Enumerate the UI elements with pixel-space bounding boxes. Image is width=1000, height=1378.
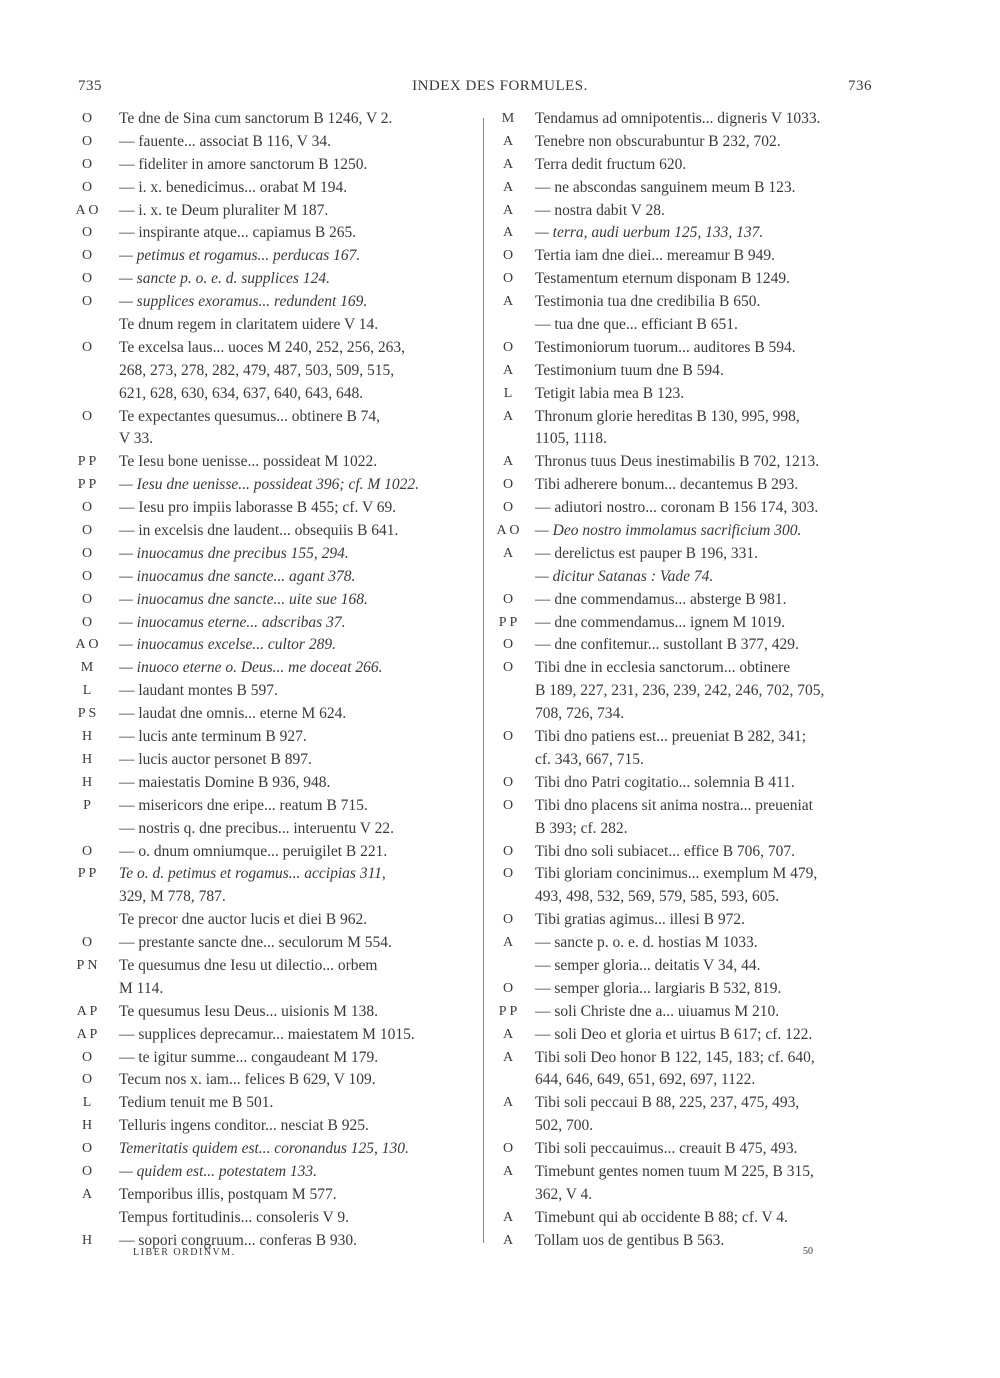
index-entry <box>72 314 477 337</box>
index-entry <box>495 1001 880 1024</box>
index-entry <box>72 955 477 978</box>
index-entry <box>495 131 880 154</box>
formula-incipit: — inuocamus excelse... cultor 289. <box>119 636 336 654</box>
index-entry <box>72 406 477 429</box>
formula-type-marker: O <box>502 660 514 676</box>
formula-type-marker: O <box>81 1049 93 1065</box>
formula-type-marker: A <box>502 362 514 378</box>
formula-type-marker: A O <box>75 202 99 218</box>
index-entry <box>72 886 477 909</box>
formula-type-marker: O <box>502 729 514 745</box>
index-entry <box>495 222 880 245</box>
formula-incipit: — maiestatis Domine B 936, 948. <box>119 773 331 791</box>
index-entry <box>72 749 477 772</box>
formula-incipit: — semper gloria... deitatis V 34, 44. <box>535 956 761 974</box>
index-entry <box>72 1047 477 1070</box>
formula-type-marker: A P <box>76 1026 98 1042</box>
index-entry <box>72 474 477 497</box>
formula-type-marker: O <box>81 294 93 310</box>
formula-incipit: Te Iesu bone uenisse... possideat M 1022. <box>119 453 378 471</box>
formula-incipit: — supplices exoramus... redundent 169. <box>119 293 368 311</box>
index-entry <box>495 451 880 474</box>
formula-type-marker: A <box>502 294 514 310</box>
index-entry <box>72 131 477 154</box>
formula-type-marker: O <box>81 225 93 241</box>
formula-type-marker: A <box>502 179 514 195</box>
index-entry <box>72 589 477 612</box>
formula-incipit: — inuocamus dne precibus 155, 294. <box>119 544 349 562</box>
formula-type-marker: O <box>81 935 93 951</box>
index-entry <box>495 589 880 612</box>
formula-type-marker: O <box>502 339 514 355</box>
formula-type-marker: O <box>81 133 93 149</box>
formula-incipit: Tedium tenuit me B 501. <box>119 1094 274 1112</box>
index-entry <box>72 291 477 314</box>
index-entry <box>72 1207 477 1230</box>
formula-incipit: Tibi dno Patri cogitatio... solemnia B 411. <box>535 773 795 791</box>
formula-incipit: — tua dne que... efficiant B 651. <box>535 316 738 334</box>
formula-type-marker: A <box>502 454 514 470</box>
formula-incipit: 502, 700. <box>535 1117 594 1135</box>
formula-incipit: Te quesumus dne Iesu ut dilectio... orbem <box>119 956 378 974</box>
index-entry <box>72 200 477 223</box>
formula-incipit: — i. x. benedicimus... orabat M 194. <box>119 178 348 196</box>
formula-incipit: Tibi gloriam concinimus... exemplum M 479, <box>535 865 818 883</box>
formula-incipit: Te dnum regem in claritatem uidere V 14. <box>119 316 379 334</box>
formula-incipit: Tetigit labia mea B 123. <box>535 384 685 402</box>
formula-type-marker: O <box>502 1141 514 1157</box>
index-entry <box>495 543 880 566</box>
index-entry <box>495 795 880 818</box>
formula-incipit: — quidem est... potestatem 133. <box>119 1162 318 1180</box>
index-entry <box>495 818 880 841</box>
formula-incipit: — soli Christe dne a... uiuamus M 210. <box>535 1002 780 1020</box>
formula-type-marker: O <box>502 248 514 264</box>
index-entry <box>495 1047 880 1070</box>
formula-type-marker: O <box>81 408 93 424</box>
index-entry <box>495 337 880 360</box>
formula-type-marker: O <box>81 339 93 355</box>
formula-incipit: Thronus tuus Deus inestimabilis B 702, 1213. <box>535 453 820 471</box>
formula-incipit: — adiutori nostro... coronam B 156 174, 303. <box>535 499 819 517</box>
index-entry <box>495 108 880 131</box>
formula-incipit: — inuocamus dne sancte... uite sue 168. <box>119 590 368 608</box>
index-entry <box>72 818 477 841</box>
formula-type-marker: O <box>81 500 93 516</box>
formula-type-marker: A <box>502 1049 514 1065</box>
index-entry <box>495 1115 880 1138</box>
formula-incipit: — in excelsis dne laudent... obsequiis B 641. <box>119 522 399 540</box>
index-entry <box>72 1184 477 1207</box>
formula-incipit: — soli Deo et gloria et uirtus B 617; cf. 122. <box>535 1025 813 1043</box>
formula-type-marker: A <box>502 1232 514 1248</box>
index-entry <box>495 726 880 749</box>
formula-type-marker: O <box>502 591 514 607</box>
formula-type-marker: A <box>502 225 514 241</box>
formula-incipit: Tibi dno patiens est... preueniat B 282, 341; <box>535 728 807 746</box>
formula-type-marker: L <box>82 683 92 699</box>
formula-type-marker: A <box>502 545 514 561</box>
formula-incipit: Tibi dne in ecclesia sanctorum... obtinere <box>535 659 791 677</box>
index-entry <box>72 428 477 451</box>
formula-type-marker: O <box>81 111 93 126</box>
index-entry <box>495 1069 880 1092</box>
formula-type-marker: O <box>81 248 93 264</box>
formula-incipit: — dne commendamus... absterge B 981. <box>535 590 787 608</box>
index-entry <box>72 1161 477 1184</box>
column-divider <box>483 118 484 1243</box>
index-entry <box>72 909 477 932</box>
formula-type-marker: O <box>81 1163 93 1179</box>
index-entry <box>72 634 477 657</box>
index-entry <box>72 657 477 680</box>
running-title: INDEX DES FORMULES. <box>412 78 588 94</box>
formula-incipit: Temeritatis quidem est... coronandus 125, 130. <box>119 1140 409 1158</box>
formula-incipit: — fideliter in amore sanctorum B 1250. <box>119 155 368 173</box>
index-entry <box>495 520 880 543</box>
formula-incipit: Te precor dne auctor lucis et diei B 962. <box>119 911 368 929</box>
index-entry <box>72 726 477 749</box>
formula-type-marker: O <box>81 545 93 561</box>
formula-incipit: — lucis auctor personet B 897. <box>119 750 312 768</box>
formula-type-marker: L <box>503 385 513 401</box>
index-entry <box>495 1092 880 1115</box>
index-entry <box>495 612 880 635</box>
index-entry <box>495 566 880 589</box>
index-entry <box>495 1207 880 1230</box>
formula-type-marker: P N <box>76 957 98 973</box>
right-page-number: 736 <box>848 78 872 94</box>
index-entry <box>495 1184 880 1207</box>
formula-type-marker: L <box>82 1095 92 1111</box>
formula-incipit: — inuocamus eterne... adscribas 37. <box>119 613 346 631</box>
formula-incipit: Tollam uos de gentibus B 563. <box>535 1231 725 1249</box>
formula-incipit: — te igitur summe... congaudeant M 179. <box>119 1048 379 1066</box>
formula-type-marker: O <box>81 271 93 287</box>
formula-type-marker: A <box>502 408 514 424</box>
formula-type-marker: O <box>502 980 514 996</box>
index-entry <box>495 841 880 864</box>
formula-incipit: Tenebre non obscurabuntur B 232, 702. <box>535 132 781 150</box>
index-entry <box>495 291 880 314</box>
formula-incipit: Timebunt gentes nomen tuum M 225, B 315, <box>535 1162 814 1180</box>
index-entry <box>72 337 477 360</box>
index-entry <box>495 1230 880 1253</box>
index-entry <box>72 451 477 474</box>
formula-incipit: 493, 498, 532, 569, 579, 585, 593, 605. <box>535 888 780 906</box>
index-entry <box>495 154 880 177</box>
formula-incipit: — i. x. te Deum pluraliter M 187. <box>119 201 329 219</box>
formula-incipit: Te o. d. petimus et rogamus... accipias 311, <box>119 865 386 883</box>
index-entry <box>72 772 477 795</box>
index-entry <box>72 1001 477 1024</box>
index-entry <box>495 634 880 657</box>
formula-type-marker: P S <box>77 706 97 722</box>
formula-incipit: B 393; cf. 282. <box>535 819 628 837</box>
index-entry <box>495 406 880 429</box>
formula-incipit: Telluris ingens conditor... nesciat B 925. <box>119 1117 369 1135</box>
index-entry <box>495 1138 880 1161</box>
index-entry <box>72 177 477 200</box>
formula-incipit: — misericors dne eripe... reatum B 715. <box>119 796 368 814</box>
formula-type-marker: A O <box>496 523 520 539</box>
index-entry <box>495 314 880 337</box>
formula-incipit: — petimus et rogamus... perducas 167. <box>119 247 361 265</box>
formula-type-marker: O <box>81 523 93 539</box>
formula-type-marker: P P <box>77 454 97 470</box>
formula-type-marker: P P <box>498 1003 518 1019</box>
index-entry <box>72 1138 477 1161</box>
formula-type-marker: H <box>81 751 93 767</box>
formula-incipit: Testimoniorum tuorum... auditores B 594. <box>535 338 796 356</box>
formula-incipit: Tibi gratias agimus... illesi B 972. <box>535 911 745 929</box>
formula-incipit: Tibi dno placens sit anima nostra... preueniat <box>535 796 813 814</box>
index-entry <box>495 200 880 223</box>
formula-type-marker: A <box>502 156 514 172</box>
formula-incipit: — o. dnum omniumque... peruigilet B 221. <box>119 842 388 860</box>
index-entry <box>495 886 880 909</box>
formula-incipit: Te quesumus Iesu Deus... uisionis M 138. <box>119 1002 378 1020</box>
index-entry <box>72 863 477 886</box>
formula-incipit: — sancte p. o. e. d. supplices 124. <box>119 270 330 288</box>
formula-incipit: — nostris q. dne precibus... interuentu V 22. <box>119 819 394 837</box>
formula-incipit: — dicitur Satanas : Vade 74. <box>535 567 714 585</box>
index-entry <box>72 680 477 703</box>
formula-incipit: Tibi soli peccauimus... creauit B 475, 493. <box>535 1140 798 1158</box>
formula-incipit: — Iesu pro impiis laborasse B 455; cf. V 69. <box>119 499 397 517</box>
formula-incipit: 708, 726, 734. <box>535 705 625 723</box>
formula-incipit: — terra, audi uerbum 125, 133, 137. <box>535 224 764 242</box>
formula-incipit: — dne commendamus... ignem M 1019. <box>535 613 786 631</box>
index-entry <box>72 268 477 291</box>
formula-type-marker: P P <box>77 477 97 493</box>
index-entry <box>495 1024 880 1047</box>
formula-type-marker: H <box>81 774 93 790</box>
formula-type-marker: P P <box>77 866 97 882</box>
formula-type-marker: A <box>502 133 514 149</box>
index-entry <box>72 841 477 864</box>
formula-incipit: Terra dedit fructum 620. <box>535 155 687 173</box>
index-entry <box>495 932 880 955</box>
formula-type-marker: P <box>83 797 91 813</box>
index-entry <box>72 245 477 268</box>
index-entry <box>72 543 477 566</box>
index-entry <box>72 383 477 406</box>
index-entry <box>495 749 880 772</box>
index-entry <box>495 428 880 451</box>
index-entry <box>495 383 880 406</box>
formula-type-marker: H <box>81 729 93 745</box>
formula-incipit: cf. 343, 667, 715. <box>535 750 644 768</box>
formula-incipit: Testimonium tuum dne B 594. <box>535 361 724 379</box>
formula-type-marker: O <box>502 637 514 653</box>
formula-type-marker: A <box>502 1095 514 1111</box>
index-entry <box>72 566 477 589</box>
index-entry <box>72 360 477 383</box>
formula-incipit: — ne abscondas sanguinem meum B 123. <box>535 178 796 196</box>
index-entry <box>72 1024 477 1047</box>
formula-incipit: Te excelsa laus... uoces M 240, 252, 256, 263, <box>119 338 406 356</box>
index-entry <box>72 222 477 245</box>
formula-incipit: Thronum glorie hereditas B 130, 995, 998, <box>535 407 800 425</box>
index-entry <box>495 680 880 703</box>
formula-type-marker: A <box>502 202 514 218</box>
formula-incipit: — inuoco eterne o. Deus... me doceat 266. <box>119 659 383 677</box>
formula-type-marker: O <box>502 774 514 790</box>
formula-incipit: 268, 273, 278, 282, 479, 487, 503, 509, 515, <box>119 361 395 379</box>
formula-incipit: Tibi dno soli subiacet... effice B 706, 707. <box>535 842 796 860</box>
formula-type-marker: O <box>502 477 514 493</box>
formula-incipit: Tecum nos x. iam... felices B 629, V 109. <box>119 1071 376 1089</box>
formula-incipit: 621, 628, 630, 634, 637, 640, 643, 648. <box>119 384 364 402</box>
index-entry <box>495 863 880 886</box>
formula-incipit: — prestante sancte dne... seculorum M 554. <box>119 934 392 952</box>
formula-incipit: — inuocamus dne sancte... agant 378. <box>119 567 356 585</box>
index-entry <box>72 154 477 177</box>
signature-number: 50 <box>803 1246 813 1257</box>
index-entry <box>495 909 880 932</box>
formula-type-marker: A <box>502 935 514 951</box>
index-entry <box>72 520 477 543</box>
index-entry <box>495 1161 880 1184</box>
index-entry <box>495 177 880 200</box>
index-entry <box>72 1092 477 1115</box>
index-entry <box>495 657 880 680</box>
formula-incipit: 362, V 4. <box>535 1185 593 1203</box>
formula-type-marker: O <box>81 843 93 859</box>
index-entry <box>72 612 477 635</box>
formula-type-marker: O <box>502 866 514 882</box>
formula-incipit: — semper gloria... largiaris B 532, 819. <box>535 979 782 997</box>
formula-type-marker: O <box>81 1072 93 1088</box>
index-entry <box>495 360 880 383</box>
formula-incipit: 329, M 778, 787. <box>119 888 226 906</box>
formula-type-marker: A <box>502 1209 514 1225</box>
index-entry <box>72 1069 477 1092</box>
printer-signature: LIBER ORDINVM. <box>133 1247 236 1258</box>
formula-incipit: — laudant montes B 597. <box>119 682 278 700</box>
index-entry <box>495 268 880 291</box>
formula-type-marker: O <box>502 271 514 287</box>
index-entry <box>495 245 880 268</box>
index-entry <box>495 955 880 978</box>
formula-type-marker: M <box>80 660 94 676</box>
formula-incipit: 644, 646, 649, 651, 692, 697, 1122. <box>535 1071 756 1089</box>
index-entry <box>495 978 880 1001</box>
formula-incipit: Tendamus ad omnipotentis... digneris V 1033. <box>535 110 821 127</box>
formula-incipit: M 114. <box>119 979 164 997</box>
formula-incipit: B 189, 227, 231, 236, 239, 242, 246, 702, 705, <box>535 682 825 700</box>
formula-incipit: Timebunt qui ab occidente B 88; cf. V 4. <box>535 1208 788 1226</box>
index-entry <box>72 795 477 818</box>
formula-type-marker: O <box>502 797 514 813</box>
formula-type-marker: A P <box>76 1003 98 1019</box>
formula-incipit: — Deo nostro immolamus sacrificium 300. <box>535 522 802 540</box>
formula-incipit: Temporibus illis, postquam M 577. <box>119 1185 337 1203</box>
index-entry <box>495 703 880 726</box>
formula-incipit: — sopori congruum... conferas B 930. <box>119 1231 358 1249</box>
left-index-column <box>72 108 477 1253</box>
index-entry <box>72 932 477 955</box>
index-entry <box>495 772 880 795</box>
formula-incipit: — nostra dabit V 28. <box>535 201 665 219</box>
formula-incipit: — dne confitemur... sustollant B 377, 429. <box>535 636 799 654</box>
index-entry <box>72 978 477 1001</box>
formula-incipit: — lucis ante terminum B 927. <box>119 728 307 746</box>
formula-incipit: — fauente... associat B 116, V 34. <box>119 132 331 150</box>
formula-incipit: Tertia iam dne diei... mereamur B 949. <box>535 247 775 265</box>
index-entry <box>495 497 880 520</box>
formula-incipit: — Iesu dne uenisse... possideat 396; cf. M 1022. <box>119 476 420 494</box>
formula-incipit: — derelictus est pauper B 196, 331. <box>535 544 758 562</box>
formula-type-marker: A <box>81 1186 93 1202</box>
formula-type-marker: A O <box>75 637 99 653</box>
index-entry <box>72 497 477 520</box>
left-page-number: 735 <box>78 78 102 94</box>
formula-incipit: — sancte p. o. e. d. hostias M 1033. <box>535 934 758 952</box>
formula-incipit: Testimonia tua dne credibilia B 650. <box>535 293 761 311</box>
formula-type-marker: A <box>502 1026 514 1042</box>
formula-type-marker: H <box>81 1232 93 1248</box>
formula-incipit: — supplices deprecamur... maiestatem M 1015. <box>119 1025 415 1043</box>
formula-type-marker: O <box>81 568 93 584</box>
formula-type-marker: O <box>81 614 93 630</box>
formula-incipit: Testamentum eternum disponam B 1249. <box>535 270 791 288</box>
right-index-column <box>495 108 880 1253</box>
formula-type-marker: O <box>502 912 514 928</box>
formula-type-marker: A <box>502 1163 514 1179</box>
formula-incipit: Tibi soli Deo honor B 122, 145, 183; cf. 640, <box>535 1048 815 1066</box>
formula-type-marker: H <box>81 1118 93 1134</box>
formula-type-marker: O <box>502 843 514 859</box>
index-entry <box>72 703 477 726</box>
formula-incipit: 1105, 1118. <box>535 430 607 448</box>
formula-type-marker: P P <box>498 614 518 630</box>
formula-incipit: V 33. <box>119 430 154 448</box>
formula-type-marker: O <box>81 179 93 195</box>
formula-incipit: Tibi adherere bonum... decantemus B 293. <box>535 476 799 494</box>
formula-type-marker: O <box>81 1141 93 1157</box>
index-entry <box>495 474 880 497</box>
formula-incipit: Te dne de Sina cum sanctorum B 1246, V 2. <box>119 110 393 127</box>
index-entry <box>72 1115 477 1138</box>
formula-incipit: — laudat dne omnis... eterne M 624. <box>119 705 347 723</box>
formula-incipit: — inspirante atque... capiamus B 265. <box>119 224 357 242</box>
formula-type-marker: O <box>502 500 514 516</box>
formula-type-marker: O <box>81 156 93 172</box>
formula-incipit: Te expectantes quesumus... obtinere B 74, <box>119 407 381 425</box>
formula-incipit: Tibi soli peccaui B 88, 225, 237, 475, 493, <box>535 1094 800 1112</box>
formula-type-marker: M <box>501 111 515 126</box>
formula-type-marker: O <box>81 591 93 607</box>
index-entry <box>72 108 477 131</box>
formula-incipit: Tempus fortitudinis... consoleris V 9. <box>119 1208 349 1226</box>
